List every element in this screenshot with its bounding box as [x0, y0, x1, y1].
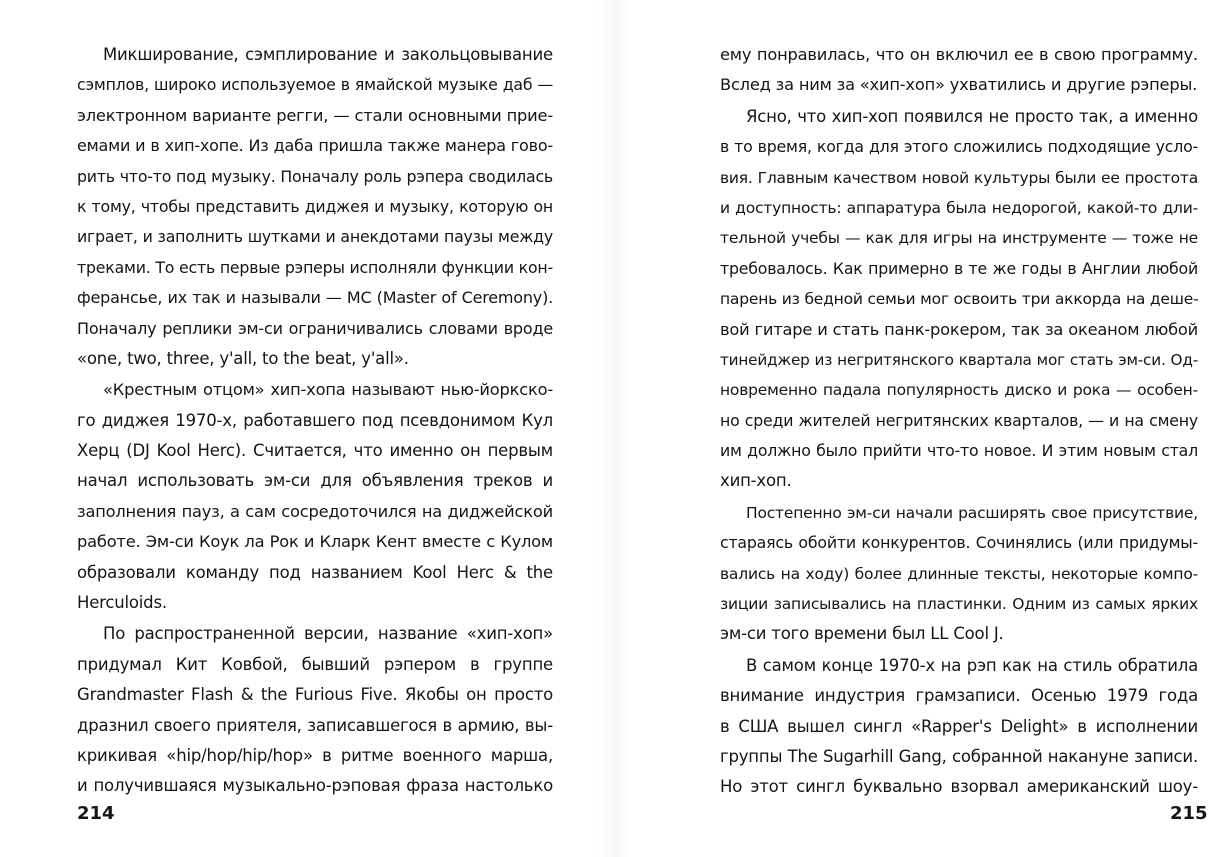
text-line: По распространенной версии, название «хип-хоп»: [103, 624, 553, 644]
right-page-text: [720, 40, 1198, 803]
text-line: Herculoids.: [77, 593, 167, 613]
text-line: В самом конце 1970-х на рэп как на стиль обратила: [746, 655, 1198, 675]
text-line: крикивая «hip/hop/hip/hop» в ритме военного марша,: [77, 745, 553, 765]
text-line: вой гитаре и стать панк-рокером, так за океаном любой: [720, 319, 1198, 339]
text-line: Микширование, сэмплирование и закольцовывание: [103, 45, 553, 64]
text-line: внимание индустрия грамзаписи. Осенью 1979 года: [720, 686, 1198, 706]
text-line: зиции записывались на пластинки. Одним из самых ярких: [720, 595, 1198, 614]
text-line: хип-хоп.: [720, 471, 792, 491]
text-line: электронном варианте регги, — стали основными прие-: [77, 105, 553, 125]
text-line: Но этот сингл буквально взорвал американский шоу-: [720, 777, 1198, 797]
text-line: ферансье, их так и называли — MC (Master of Ceremony).: [77, 288, 553, 308]
page-number: 214: [77, 803, 115, 824]
text-line: Вслед за ним за «хип-хоп» ухватились и другие рэперы.: [720, 75, 1198, 95]
text-line: сэмплов, широко используемое в ямайской музыке даб —: [77, 75, 553, 95]
text-line: «Крестным отцом» хип-хопа называют нью-йоркско-: [103, 380, 553, 400]
text-line: дразнил своего приятеля, записавшегося в армию, вы-: [77, 715, 553, 735]
text-line: Поначалу реплики эм-си ограничивались словами вроде: [77, 318, 553, 338]
text-line: придумал Кит Ковбой, бывший рэпером в группе: [77, 654, 553, 674]
text-line: вия. Главным качеством новой культуры были ее простота: [720, 168, 1198, 187]
text-line: играет, и заполнить шутками и анекдотами паузы между: [77, 227, 553, 247]
text-line: вались на ходу) более длинные тексты, некоторые компо-: [720, 564, 1198, 583]
text-line: новременно падала популярность диско и рока — особен-: [720, 381, 1198, 400]
page-number: 215: [1170, 803, 1208, 824]
text-line: работе. Эм-си Коук ла Рок и Кларк Кент вместе с Кулом: [77, 532, 553, 552]
text-line: Ясно, что хип-хоп появился не просто так, а именно: [746, 106, 1198, 126]
text-line: и доступность: аппаратура была недорогой, какой-то дли-: [720, 198, 1198, 217]
right-page: [614, 0, 1228, 857]
text-line: им должно было прийти что-то новое. И этим новым стал: [720, 441, 1198, 461]
text-line: ему понравилась, что он включил ее в свою программу.: [720, 45, 1198, 64]
text-line: но среди жителей негритянских кварталов, — и на смену: [720, 410, 1198, 430]
text-line: Херц (DJ Kool Herc). Считается, что именно он первым: [77, 441, 553, 461]
text-line: треками. То есть первые рэперы исполняли функции кон-: [77, 257, 554, 277]
text-line: «one, two, three, y'all, to the beat, y'all».: [77, 348, 409, 368]
text-line: группы The Sugarhill Gang, собранной накануне записи.: [720, 746, 1198, 766]
text-line: к тому, чтобы представить диджея и музыку, которую он: [77, 196, 553, 216]
text-line: стараясь обойти конкурентов. Сочинялись (или придумы-: [720, 533, 1198, 553]
text-line: в США вышел сингл «Rapper's Delight» в исполнении: [720, 716, 1198, 736]
text-line: го диджея 1970-х, работавшего под псевдонимом Кул: [77, 410, 553, 430]
text-line: емами и в хип-хопе. Из даба пришла также манера гово-: [77, 136, 553, 156]
text-line: и получившаяся музыкально-рэповая фраза настолько: [77, 776, 553, 796]
text-line: требовалось. Как примерно в те же годы в Англии любой: [720, 258, 1198, 278]
text-line: Grandmaster Flash & the Furious Five. Якобы он просто: [77, 685, 553, 705]
text-line: образовали команду под названием Kool Herc & the: [77, 562, 553, 582]
text-line: заполнения пауз, а сам сосредоточился на диджейской: [77, 501, 553, 521]
text-line: начал использовать эм-си для объявления треков и: [77, 471, 553, 491]
text-line: тельной учебы — как для игры на инструменте — тоже не: [720, 229, 1198, 248]
text-line: в то время, когда для этого сложились подходящие усло-: [720, 137, 1198, 157]
text-line: парень из бедной семьи мог освоить три аккорда на деше-: [720, 290, 1199, 309]
left-page-text: [77, 40, 553, 802]
text-line: эм-си того времени был LL Cool J.: [720, 624, 1004, 644]
text-line: тинейджер из негритянского квартала мог стать эм-си. Од-: [720, 350, 1198, 369]
text-line: Постепенно эм-си начали расширять свое присутствие,: [746, 503, 1198, 522]
text-line: рить что-то под музыку. Поначалу роль рэпера сводилась: [77, 166, 553, 186]
